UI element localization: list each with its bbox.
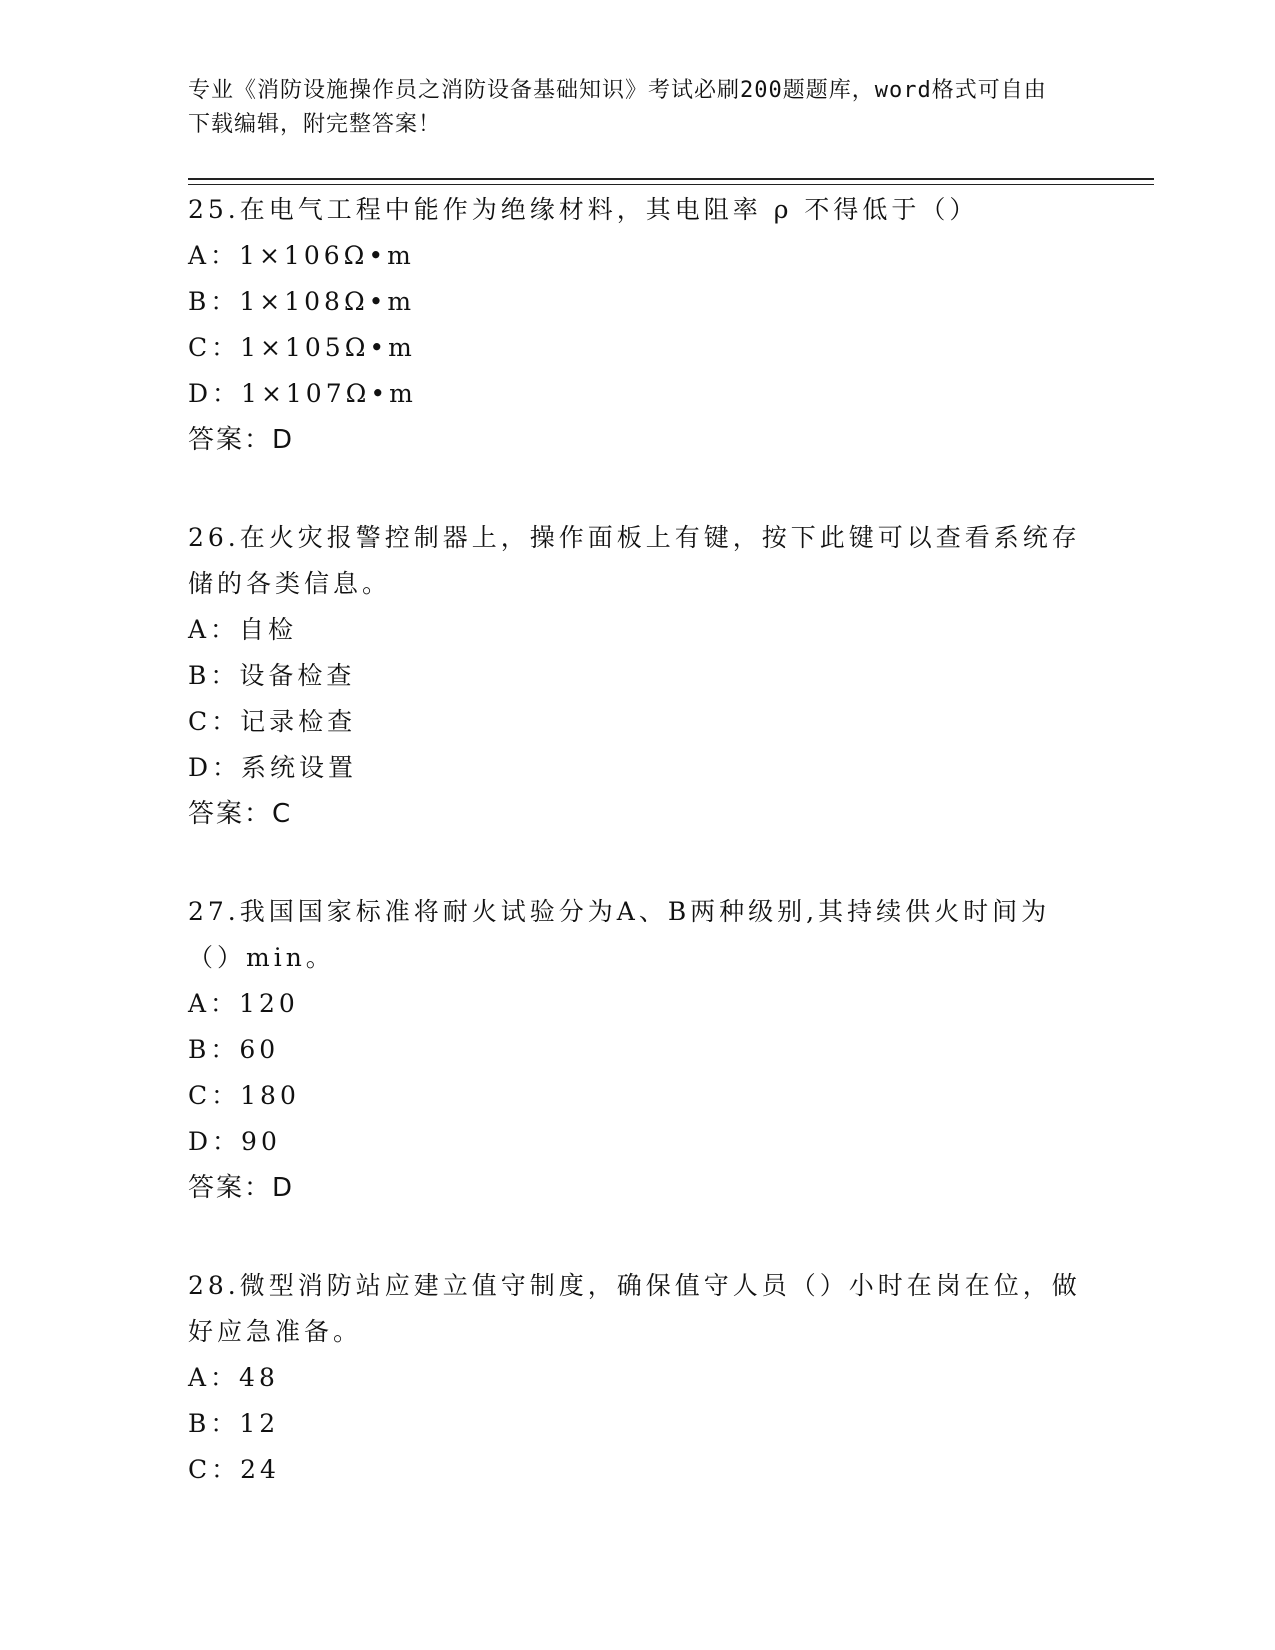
- document-header: 专业《消防设施操作员之消防设备基础知识》考试必刷200题题库，word格式可自由下载编辑，附完整答案！: [188, 78, 1047, 137]
- option-c: C：180: [188, 1081, 300, 1110]
- question-text: 28.微型消防站应建立值守制度，确保值守人员（）小时在岗在位，做好应急准备。: [188, 1271, 1081, 1346]
- option-b: B：设备检查: [188, 661, 356, 690]
- question-text: 27.我国国家标准将耐火试验分为A、B两种级别,其持续供火时间为（）min。: [188, 897, 1051, 972]
- option-a: A：1×106Ω•m: [188, 241, 415, 270]
- option-c: C：24: [188, 1455, 280, 1484]
- option-a: A：120: [188, 989, 299, 1018]
- header-divider-thin: [188, 184, 1154, 185]
- option-a: A：48: [188, 1363, 279, 1392]
- option-b: B：12: [188, 1409, 280, 1438]
- question-text: 25.在电气工程中能作为绝缘材料，其电阻率 ρ 不得低于（）: [188, 195, 979, 224]
- answer-line: 答案：D: [188, 425, 295, 455]
- header-divider-thick: [188, 178, 1154, 180]
- question-list: [188, 187, 1088, 1545]
- answer-line: 答案：C: [188, 799, 293, 829]
- option-d: D：1×107Ω•m: [188, 379, 417, 408]
- option-b: B：60: [188, 1035, 280, 1064]
- option-b: B：1×108Ω•m: [188, 287, 416, 316]
- question-26: [188, 515, 1088, 837]
- option-d: D：90: [188, 1127, 281, 1156]
- option-c: C：记录检查: [188, 707, 357, 736]
- question-27: [188, 889, 1088, 1211]
- option-c: C：1×105Ω•m: [188, 333, 416, 362]
- option-d: D：系统设置: [188, 753, 358, 782]
- question-28: [188, 1263, 1088, 1493]
- answer-line: 答案：D: [188, 1173, 295, 1203]
- question-25: [188, 187, 1088, 463]
- option-a: A：自检: [188, 615, 298, 644]
- question-text: 26.在火灾报警控制器上，操作面板上有键，按下此键可以查看系统存储的各类信息。: [188, 523, 1081, 598]
